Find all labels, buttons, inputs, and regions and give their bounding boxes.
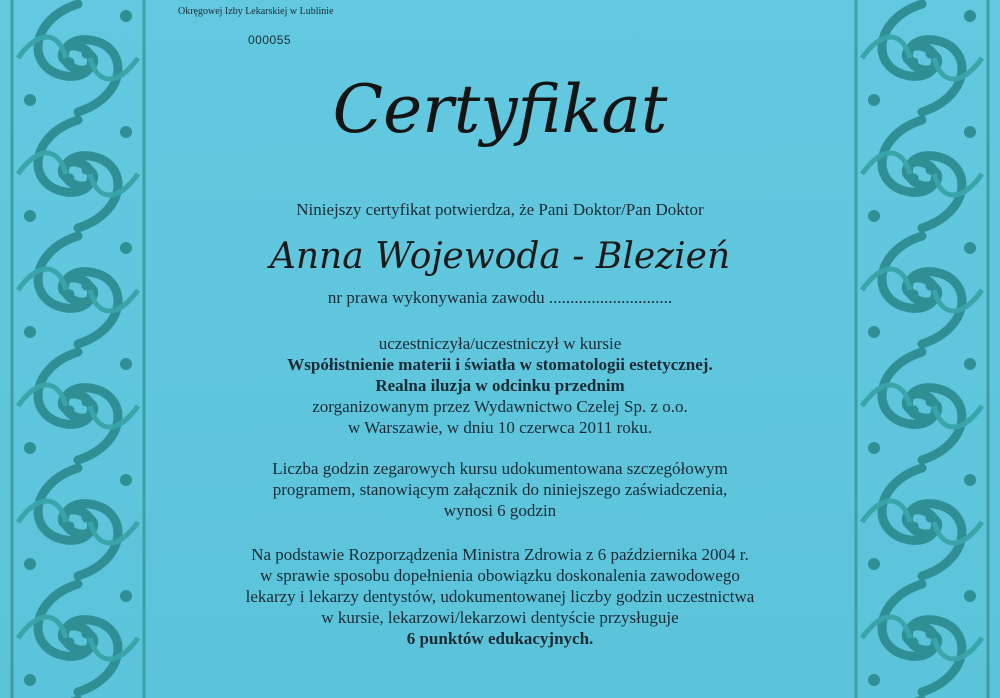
hours-line3: wynosi 6 godzin bbox=[443, 501, 557, 520]
legal-line1: Na podstawie Rozporządzenia Ministra Zdrowia z 6 października 2004 r. bbox=[251, 545, 749, 564]
hours-section bbox=[160, 458, 840, 521]
hours-line1: Liczba godzin zegarowych kursu udokumentowana szczegółowym bbox=[272, 459, 728, 478]
legal-line4: w kursie, lekarzowi/lekarzowi dentyście przysługuje bbox=[321, 608, 679, 627]
organizer-line: zorganizowanym przez Wydawnictwo Czelej Sp. z o.o. bbox=[312, 397, 688, 416]
ornamental-border-left-icon bbox=[8, 0, 148, 698]
place-date-line: w Warszawie, w dniu 10 czerwca 2011 roku. bbox=[347, 418, 653, 437]
legal-line3: lekarzy i lekarzy dentystów, udokumentowanej liczby godzin uczestnictwa bbox=[245, 587, 755, 606]
hours-line2: programem, stanowiącym załącznik do niniejszego zaświadczenia, bbox=[272, 480, 728, 499]
recipient-name bbox=[240, 232, 760, 280]
issuer-header: Okręgowej Izby Lekarskiej w Lublinie bbox=[178, 6, 334, 17]
certificate-title bbox=[330, 44, 670, 164]
course-title-line1: Współistnienie materii i światła w stomatologii estetycznej. bbox=[287, 355, 713, 374]
ornamental-border-right-icon bbox=[852, 0, 992, 698]
education-points: 6 punktów edukacyjnych. bbox=[406, 629, 594, 648]
legal-section bbox=[160, 544, 840, 649]
recipient-name-text: Anna Wojewoda - Blezień bbox=[269, 236, 731, 277]
license-number-line: nr prawa wykonywania zawodu ............................. bbox=[327, 288, 673, 307]
confirmation-line: Niniejszy certyfikat potwierdza, że Pani Doktor/Pan Doktor bbox=[296, 200, 704, 219]
participation-line: uczestniczyła/uczestniczył w kursie bbox=[378, 334, 622, 353]
certificate-title-text: Certyfikat bbox=[332, 71, 668, 148]
course-section bbox=[160, 333, 840, 438]
certificate-number: 000055 bbox=[248, 33, 292, 47]
course-title-line2: Realna iluzja w odcinku przednim bbox=[375, 376, 625, 395]
legal-line2: w sprawie sposobu dopełnienia obowiązku doskonalenia zawodowego bbox=[260, 566, 740, 585]
